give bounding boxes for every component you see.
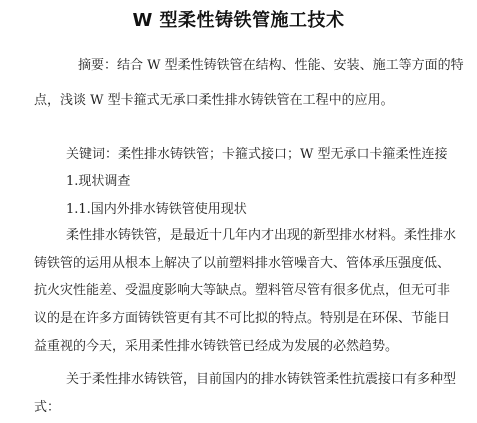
paragraph-2-line-2: 式： <box>34 400 61 415</box>
paragraph-1-line-4: 议的是在许多方面铸铁管更有其不可比拟的特点。特别是在环保、节能日 <box>34 311 451 326</box>
document-title: W 型柔性铸铁管施工技术 <box>132 10 345 31</box>
abstract-line-1: 摘要：结合 W 型柔性铸铁管在结构、性能、安装、施工等方面的特 <box>78 58 464 73</box>
keywords-line: 关键词：柔性排水铸铁管；卡箍式接口；W 型无承口卡箍柔性连接 <box>66 147 448 162</box>
paragraph-1-line-2: 铸铁管的运用从根本上解决了以前塑料排水管噪音大、管体承压强度低、 <box>34 256 451 271</box>
abstract-line-2: 点，浅谈 W 型卡箍式无承口柔性排水铸铁管在工程中的应用。 <box>34 93 394 108</box>
section-heading-1-1: 1.1.国内外排水铸铁管使用现状 <box>66 202 247 217</box>
paragraph-1-line-1: 柔性排水铸铁管，是最近十几年内才出现的新型排水材料。柔性排水 <box>66 228 457 243</box>
section-heading-1: 1.现状调查 <box>66 174 131 189</box>
paragraph-1-line-3: 抗火灾性能差、受温度影响大等缺点。塑料管尽管有很多优点，但无可非 <box>34 283 451 298</box>
paragraph-2-line-1: 关于柔性排水铸铁管，目前国内的排水铸铁管柔性抗震接口有多种型 <box>66 372 457 387</box>
paragraph-1-line-5: 益重视的今天，采用柔性排水铸铁管已经成为发展的必然趋势。 <box>34 339 399 354</box>
